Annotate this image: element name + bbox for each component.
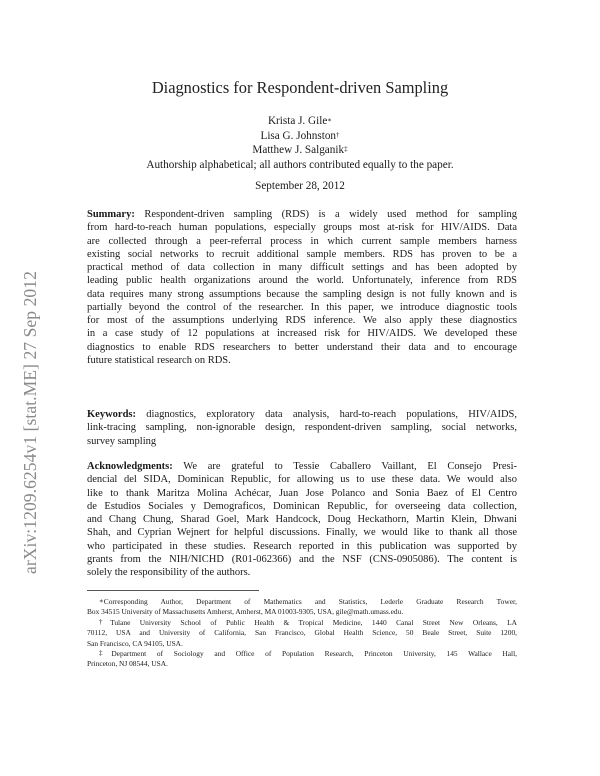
acknowledgments-section [87, 460, 517, 579]
footnote-line [87, 618, 517, 628]
keywords-line [87, 408, 517, 421]
summary-section [87, 208, 517, 367]
summary-line: for most of the assumptions underlying RDS inference. We also apply these diagnostics [87, 315, 517, 326]
footnote-line [87, 597, 517, 607]
author-footnote-mark: ∗ [327, 116, 333, 124]
acknowledgments-label: Acknowledgments: [87, 461, 173, 472]
acknowledgments-line: grants from the NIH/NICHD (R01-062366) and the NSF (CNS-0905086). The content is [87, 553, 517, 565]
keywords-line-text: diagnostics, exploratory data analysis, hard-to-reach populations, HIV/AIDS, [146, 409, 517, 420]
footnote-tulane [87, 618, 517, 649]
summary-line-text: Respondent-driven sampling (RDS) is a widely used method for sampling [144, 209, 518, 220]
footnotes-section [87, 590, 517, 670]
acknowledgments-line: like to thank Maritza Molina Achécar, Juan Jose Polanco and Sonia Baez of El Centro [87, 487, 517, 499]
footnote-princeton [87, 649, 517, 670]
footnote-mark: † [99, 617, 111, 626]
footnote-mark: ∗ [99, 597, 104, 605]
author-name: Krista J. Gile [267, 115, 328, 127]
author-note: Authorship alphabetical; all authors contributed equally to the paper. [146, 158, 454, 171]
acknowledgments-line: and Chang Chung, Sharad Goel, Mark Handcock, Doug Heckathorn, Martin Klein, Dhwani [87, 514, 517, 525]
footnote-line: Princeton, NJ 08544, USA. [87, 659, 168, 669]
author-block [80, 114, 520, 172]
footnote-line: 70112, USA and University of California, San Francisco, Global Health Science, 50 Beale Street, Suite 1200, [87, 628, 517, 638]
footnote-line-text: Department of Sociology and Office of Population Research, Princeton University, 145 Wallace Hall, [111, 649, 517, 659]
summary-line: are collected through a peer-referral process in which current sample members harness [87, 235, 517, 247]
acknowledgments-line: Shah, and Cyprian Wejnert for helpful discussions. Finally, we would like to thank all those [87, 527, 517, 539]
footnote-line: Box 34515 University of Massachusetts Amherst, Amherst, MA 01003-9305, USA, gile@math.umass.edu. [87, 607, 404, 617]
author-footnote-mark: ‡ [344, 145, 348, 153]
summary-line: existing social networks to recruit additional sample members. RDS has proven to be a [87, 248, 517, 260]
footnote-line-text: Corresponding Author, Department of Mathematics and Statistics, Lederle Graduate Research Tower, [103, 597, 517, 606]
summary-line: data requires many strong assumptions because the sampling design is not fully known and is [87, 288, 517, 300]
footnote-line [87, 649, 517, 659]
author-name: Lisa G. Johnston [260, 129, 336, 142]
summary-line: partially beyond the control of the researcher. In this paper, we introduce diagnostic tools [87, 301, 517, 313]
footnote-line-text: Tulane University School of Public Health & Tropical Medicine, 1440 Canal Street New Orleans, LA [110, 617, 517, 627]
summary-line: practical method of data collection in many difficult settings and has been adopted by [87, 262, 517, 273]
footnote-line: San Francisco, CA 94105, USA. [87, 638, 183, 648]
summary-line: future statistical research on RDS. [87, 354, 231, 366]
footnote-corresponding-author [87, 597, 517, 618]
summary-line: in a case study of 12 populations at increased risk for HIV/AIDS. We developed these [87, 328, 517, 340]
summary-line: from hard-to-reach human populations, especially groups most at-risk for HIV/AIDS. Data [87, 222, 517, 234]
acknowledgments-line-text: We are grateful to Tessie Caballero Vaillant, El Consejo Presi- [183, 461, 517, 472]
keywords-line: survey sampling [87, 435, 157, 447]
footnote-rule [87, 590, 259, 591]
acknowledgments-line: de Estudios Sociales y Demograficos, Dominican Republic, for overseeing data collection, [87, 500, 517, 512]
acknowledgments-line: who participated in these studies. Research reported in this publication was supported by [87, 540, 517, 552]
summary-line: diagnostics to enable RDS researchers to better understand their data and to encourage [87, 341, 517, 353]
summary-label: Summary: [87, 209, 135, 220]
author-line [80, 143, 520, 158]
paper-date: September 28, 2012 [255, 180, 345, 192]
arxiv-identifier-stamp [17, 212, 43, 574]
summary-line: leading public health organizations around the world. Unfortunately, inference from RDS [87, 275, 517, 287]
author-footnote-mark: † [336, 130, 340, 139]
summary-line [87, 208, 517, 221]
acknowledgments-line: solely the responsibility of the authors. [87, 567, 251, 578]
paper-title: Diagnostics for Respondent-driven Sampling [151, 78, 449, 97]
arxiv-identifier-text: arXiv:1209.6254v1 [stat.ME] 27 Sep 2012 [20, 271, 40, 574]
author-name: Matthew J. Salganik [252, 144, 345, 156]
author-line [80, 114, 520, 129]
author-line [80, 129, 520, 144]
acknowledgments-line [87, 460, 517, 473]
acknowledgments-line: dencial del SIDA, Dominican Republic, for allowing us to use these data. We would also [87, 474, 517, 486]
footnote-mark: ‡ [99, 649, 112, 658]
keywords-label: Keywords: [87, 409, 136, 420]
keywords-section [87, 408, 517, 448]
keywords-line: link-tracing sampling, non-ignorable design, respondent-driven sampling, social networks, [87, 422, 517, 434]
